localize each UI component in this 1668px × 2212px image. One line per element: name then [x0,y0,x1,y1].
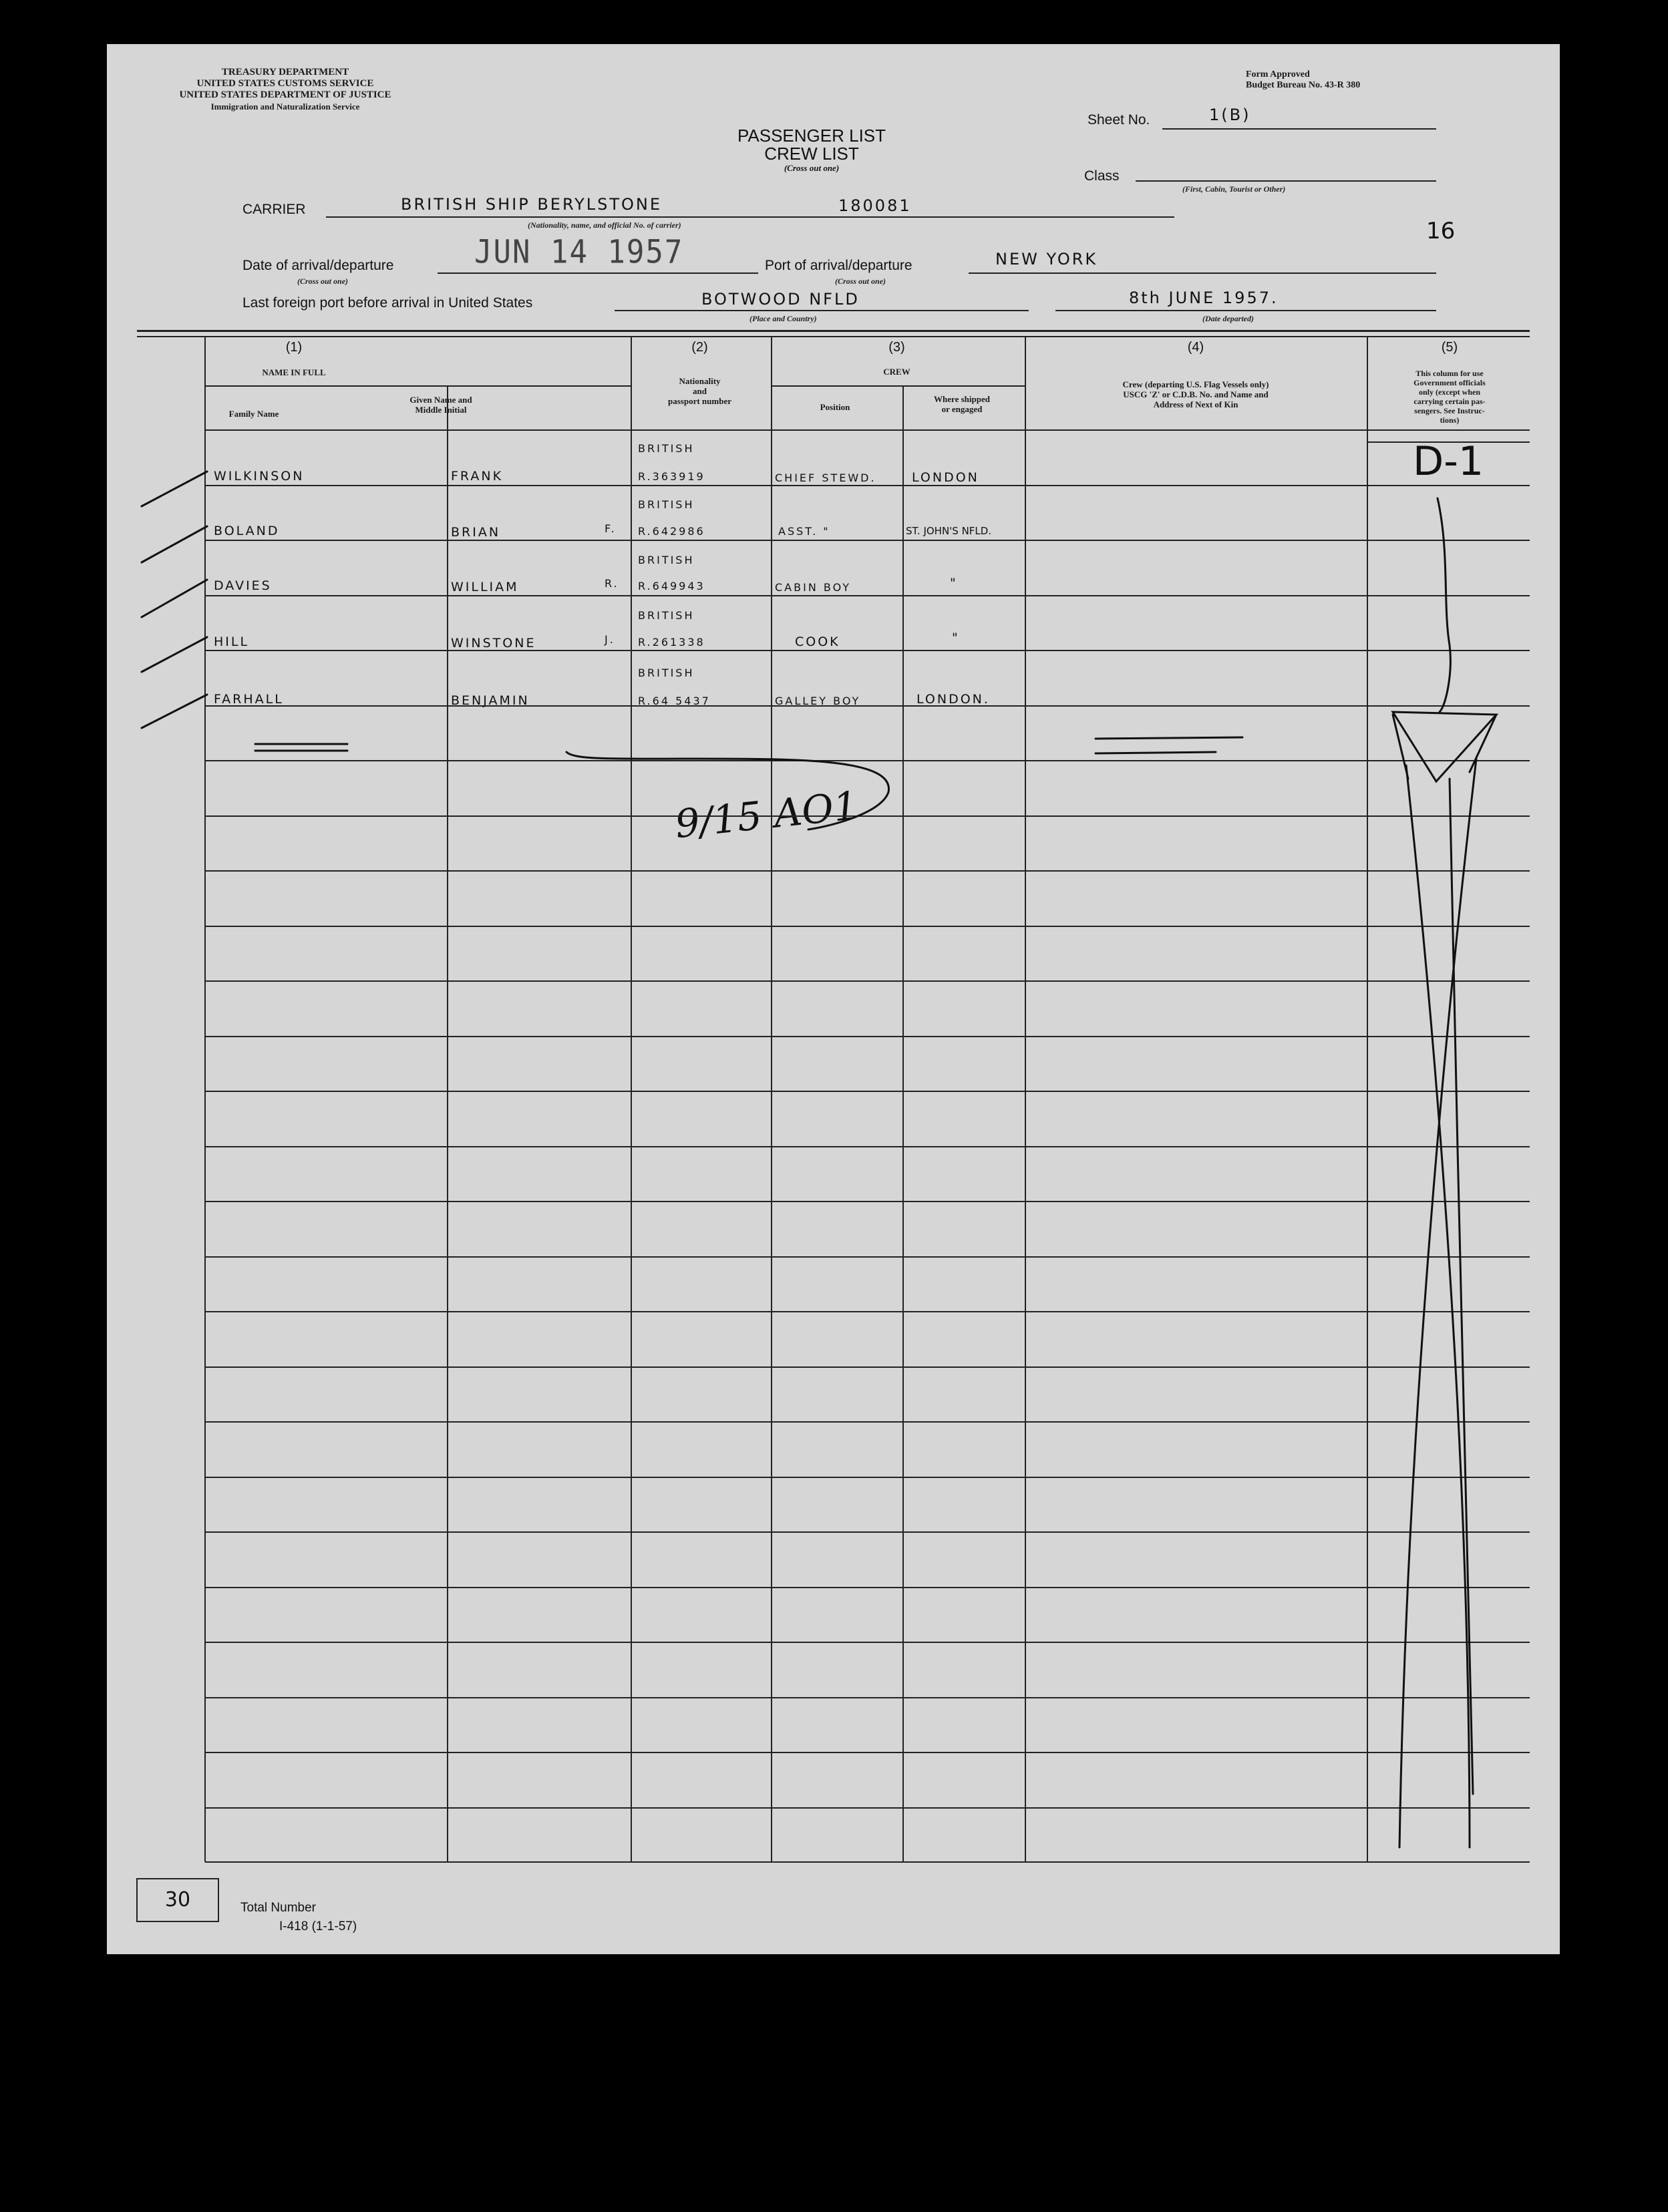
carrier-label: CARRIER [242,202,306,217]
sheet-no-value: 1(B) [1209,106,1251,124]
row-3-given: WILLIAM [451,580,519,594]
col-2-number: (2) [691,340,708,355]
row-4-nationality: BRITISH [638,609,695,622]
row-4-position: COOK [795,634,840,649]
row-1-nationality: BRITISH [638,442,695,455]
row-5-passport: R.64 5437 [638,695,711,707]
col-given-name-l1: Given Name and [409,395,472,405]
row-5-nationality: BRITISH [638,667,695,679]
col-family-name: Family Name [228,409,279,419]
table-grid-and-pen-marks [107,44,1560,1954]
row-5-given: BENJAMIN [451,693,530,708]
col-4-l3: Address of Next of Kin [1153,399,1238,409]
form-number: I-418 (1-1-57) [279,1919,357,1933]
agency-line-1: TREASURY DEPARTMENT [221,67,349,77]
title-passenger-list: PASSENGER LIST [737,126,886,146]
row-3-passport: R.649943 [638,580,705,592]
budget-bureau-text: Budget Bureau No. 43-R 380 [1246,80,1361,90]
col-5-l3: only (except when [1419,387,1480,397]
row-4-family: HILL [214,634,250,649]
col-4-l1: Crew (departing U.S. Flag Vessels only) [1122,379,1269,389]
row-3-nationality: BRITISH [638,554,695,566]
last-port-value: BOTWOOD NFLD [701,290,860,309]
col-5-l4: carrying certain pas- [1413,397,1486,406]
official-mark: D-1 [1413,438,1484,485]
row-4-given: WINSTONE [451,636,536,651]
col-5-l6: tions) [1440,415,1460,425]
row-1-passport: R.363919 [638,470,705,483]
row-3-family: DAVIES [214,578,272,593]
class-label: Class [1084,168,1120,184]
class-caption: (First, Cabin, Tourist or Other) [1182,184,1286,194]
agency-line-2: UNITED STATES CUSTOMS SERVICE [196,78,374,89]
row-1-given: FRANK [451,469,504,484]
col-3-number: (3) [888,340,905,355]
col-position: Position [820,402,850,412]
carrier-value: BRITISH SHIP BERYLSTONE [401,195,663,214]
sheet-no-label: Sheet No. [1088,112,1150,128]
col-nationality-l3: passport number [668,396,731,406]
row-2-position: ASST. " [778,525,830,538]
port-arrival-label: Port of arrival/departure [765,258,912,273]
col-5-l5: sengers. See Instruc- [1414,406,1485,415]
row-2-initial: F. [605,522,617,535]
date-departed-value: 8th JUNE 1957. [1129,289,1279,307]
row-4-passport: R.261338 [638,636,705,649]
date-arrival-label: Date of arrival/departure [242,258,394,273]
col-crew: CREW [883,367,910,377]
form-approved-text: Form Approved [1246,69,1310,79]
col-where-shipped-l2: or engaged [941,404,983,414]
col-nationality-l2: and [693,386,707,396]
row-2-given: BRIAN [451,525,501,540]
col-nationality-l1: Nationality [679,376,721,386]
row-2-family: BOLAND [214,524,280,538]
row-1-shipped: LONDON [912,470,979,485]
port-arrival-value: NEW YORK [995,250,1098,268]
handwritten-annotation: 9/15 AO1 [673,782,860,848]
col-where-shipped-l1: Where shipped [934,394,990,404]
total-number-label: Total Number [240,1901,316,1915]
col-5-l1: This column for use [1415,369,1484,378]
title-crew-list: CREW LIST [764,144,859,164]
row-1-position: CHIEF STEWD. [775,472,876,484]
carrier-caption: (Nationality, name, and official No. of carrier) [528,220,681,230]
row-3-shipped: " [950,576,958,590]
row-2-shipped: ST. JOHN'S NFLD. [906,525,992,537]
col-4-number: (4) [1187,340,1204,355]
col-4-l2: USCG 'Z' or C.D.B. No. and Name and [1123,389,1269,399]
row-5-family: FARHALL [214,692,284,707]
row-3-position: CABIN BOY [775,581,852,594]
carrier-official-no: 180081 [838,196,912,215]
row-5-position: GALLEY BOY [775,695,861,707]
date-arrival-stamp: JUN 14 1957 [474,233,684,271]
last-port-label: Last foreign port before arrival in United States [242,295,533,311]
col-5-l2: Government officials [1413,378,1486,387]
col-5-number: (5) [1441,340,1458,355]
row-2-nationality: BRITISH [638,498,695,511]
col-given-name-l2: Middle Initial [415,405,467,415]
row-2-passport: R.642986 [638,525,705,538]
col-name-in-full: NAME IN FULL [262,367,326,377]
row-1-family: WILKINSON [214,469,305,484]
agency-line-4: Immigration and Naturalization Service [210,102,360,112]
date-arrival-caption: (Cross out one) [297,276,349,286]
page-number: 16 [1426,218,1456,244]
form-sheet [107,44,1560,1954]
row-4-shipped: " [952,630,960,645]
date-departed-caption: (Date departed) [1202,314,1254,323]
row-4-initial: J. [605,633,615,646]
port-arrival-caption: (Cross out one) [835,276,886,286]
last-port-caption: (Place and Country) [749,314,817,323]
agency-line-3: UNITED STATES DEPARTMENT OF JUSTICE [179,89,391,100]
title-caption: (Cross out one) [784,163,840,173]
col-1-number: (1) [285,340,303,355]
row-3-initial: R. [605,577,619,590]
total-number-box: 30 [136,1878,219,1922]
row-5-shipped: LONDON. [916,692,990,707]
